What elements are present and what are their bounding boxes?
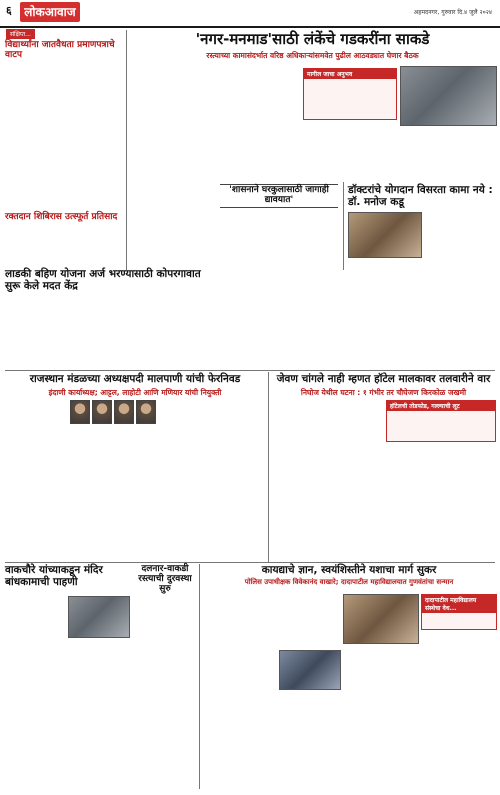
walkari-photo: [68, 596, 130, 638]
ladki-body-1: [5, 296, 105, 366]
column-rule-3: [268, 372, 269, 562]
doctors-body: [424, 212, 496, 268]
column-rule: [126, 30, 127, 270]
lead-photo: [400, 66, 497, 126]
lead-headline: 'नगर-मनमाड'साठी लंकेंचे गडकरींना साकडे: [195, 30, 430, 48]
shasan-headline: 'शासनाने घरकुलासाठी जागाही द्यावयात': [229, 185, 329, 205]
brief-1-headline: विद्यार्थ्यांना जातवैधता प्रमाणपत्राचे वाटप: [5, 40, 115, 60]
lead-inset-title: मागील जाचा अनुभव: [304, 69, 396, 79]
rajasthan-story: [5, 373, 265, 398]
portrait-3: [114, 400, 134, 424]
dada-title: दादापाटील महाविद्यालय संस्थेचा वेध...: [422, 595, 496, 613]
doctors-headline: डॉक्टरांचे योगदान विसरता कामा नये : डॉ. मनोज कडू: [348, 184, 493, 208]
brief-2-headline: रक्तदान शिबिरास उत्स्फूर्त प्रतिसाद: [5, 212, 118, 222]
jevan-story: [272, 373, 495, 398]
column-rule-2: [343, 182, 344, 270]
jevan-inset-box: [386, 400, 496, 442]
walkari-story: [5, 564, 130, 588]
rajasthan-body-3: [195, 400, 263, 560]
walkari-headline: वाकचौरे यांच्याकडून मंदिर बांधकामाची पाहणी: [5, 564, 103, 588]
law-subheadline: पोलिस उपाधीक्षक विवेकानंद वाखारे; दादापाटील महाविद्यालयात गुणवंतांचा सन्मान: [244, 578, 454, 586]
brief-story-2: [5, 212, 123, 222]
dalvi-body: [134, 588, 196, 746]
jevan-body-1: [272, 400, 382, 560]
dada-box: [421, 594, 497, 630]
doctors-story: [348, 184, 496, 208]
lead-subheadline: रस्त्याच्या कामासंदर्भात वरिष्ठ अधिकाऱ्यांसमवेत पुढील आठवड्यात घेणार बैठक: [206, 51, 419, 60]
jevan-body-2: [386, 444, 494, 560]
column-rule-4: [199, 564, 200, 789]
masthead: [0, 0, 500, 28]
ladki-story: [5, 268, 217, 292]
horizontal-rule-1: [5, 370, 495, 371]
law-photo-1: [279, 650, 341, 690]
doctors-photo: [348, 212, 422, 258]
rajasthan-subheadline: इंदाणी कार्याध्यक्ष; आट्टल, लाहोटी आणि मणियार यांची नियुक्ती: [48, 388, 222, 397]
walkari-body-1: [5, 594, 65, 744]
rajasthan-headline: राजस्थान मंडळच्या अध्यक्षपदी मालपाणी यांची फेरनिवड: [29, 373, 241, 385]
rajasthan-body-2: [70, 426, 190, 560]
portrait-1: [70, 400, 90, 424]
lead-inset-box: [303, 68, 397, 120]
lead-body-col-1: [130, 68, 212, 180]
page-number: ६: [6, 4, 12, 17]
dalvi-headline: दलनार-वाकडी रस्त्याची दुरवस्था सुरु: [138, 564, 192, 594]
walkari-body-2: [68, 640, 128, 744]
portrait-2: [92, 400, 112, 424]
brief-2-body: [5, 226, 123, 266]
shasan-body: [220, 210, 338, 268]
brief-1-body: [5, 62, 123, 212]
law-body-1: [203, 594, 275, 744]
lead-body-col-2: [216, 68, 298, 180]
jevan-subheadline: निघोज येथील घटना : १ गंभीर तर चौघेजण किरकोळ जखमी: [300, 388, 467, 397]
rajasthan-body-1: [5, 400, 65, 560]
law-body-2: [279, 594, 339, 646]
newspaper-logo: लोकआवाज: [20, 2, 80, 22]
law-photo-2: [343, 594, 419, 644]
jevan-headline: जेवण चांगले नाही म्हणत हॉटेल मालकावर तलवारीने वार: [276, 373, 491, 385]
law-body-3: [343, 646, 417, 744]
ladki-body-2: [110, 296, 215, 366]
briefs-tag: संक्षिप्त...: [6, 29, 35, 39]
jevan-inset-title: हॉटेलची तोडफोड, गल्ल्याची लूट: [387, 401, 495, 411]
law-headline: कायद्याचे ज्ञान, स्वयंशिस्तीने यशाचा मार्ग सुकर: [261, 564, 437, 576]
ladki-headline: लाडकी बहिण योजना अर्ज भरण्यासाठी कोपरगावात सुरू केले मदत केंद्र: [5, 268, 201, 292]
lead-story: [130, 30, 495, 61]
lead-body-col-3: [303, 122, 395, 180]
shasan-headline-box: [220, 184, 338, 208]
law-story: [203, 564, 495, 587]
brief-story-1: [5, 40, 123, 60]
lead-body-col-4: [400, 126, 495, 180]
horizontal-rule-2: [5, 562, 495, 563]
law-body-4: [421, 632, 495, 744]
portrait-4: [136, 400, 156, 424]
dateline: अहमदनगर, गुरुवार दि.४ जुलै २०२४: [413, 9, 492, 16]
